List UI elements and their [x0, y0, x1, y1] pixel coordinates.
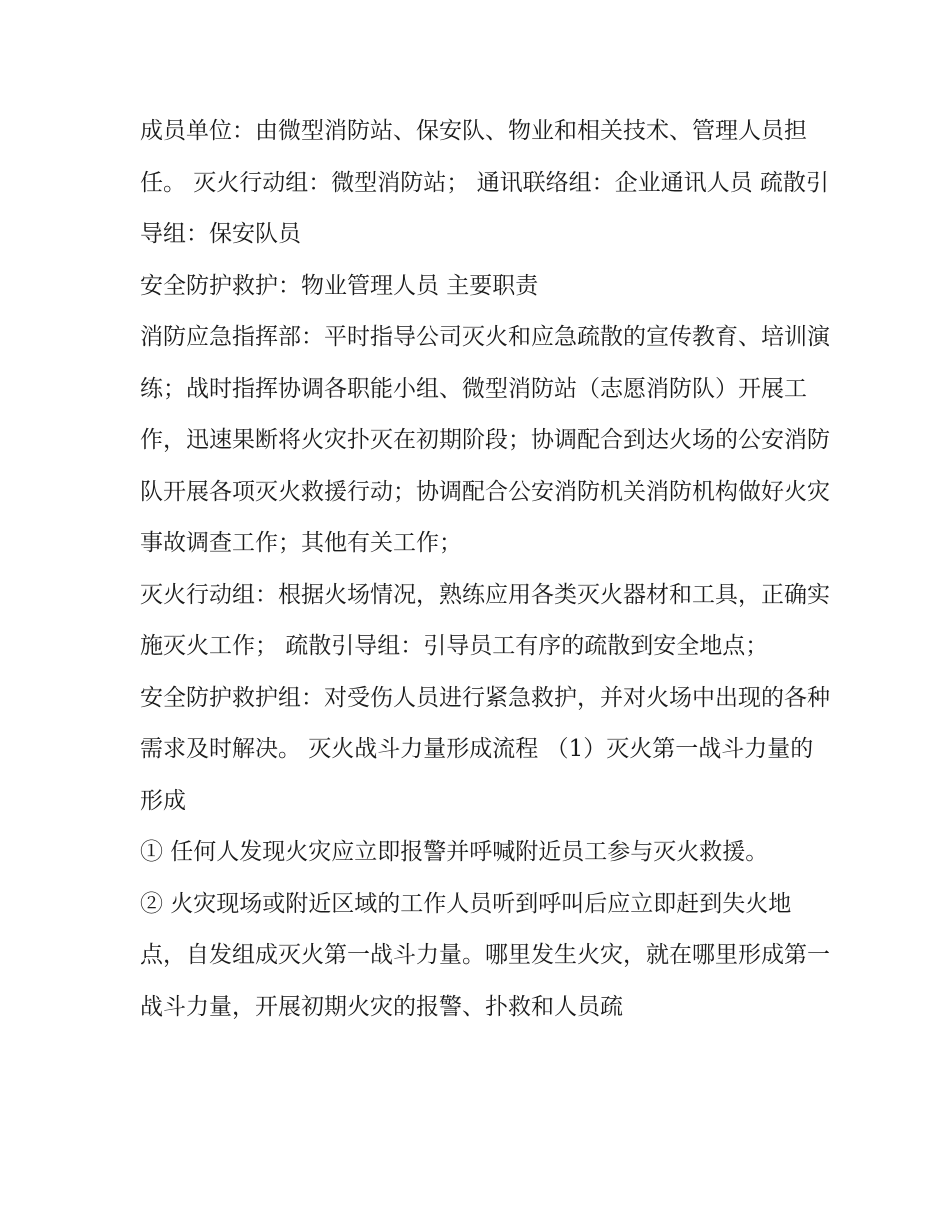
- paragraph-firefighting-group: 灭火行动组：根据火场情况，熟练应用各类灭火器材和工具，正确实施灭火工作； 疏散引导组：引导员工有序的疏散到安全地点；: [140, 581, 830, 659]
- paragraph-command-duties: 消防应急指挥部：平时指导公司灭火和应急疏散的宣传教育、培训演练；战时指挥协调各职能小组、微型消防站（志愿消防队）开展工作，迅速果断将火灾扑灭在初期阶段；协调配合到达火场的公安消防队开展各项灭火救援行动；协调配合公安消防机关消防机构做好火灾事故调查工作；其他有关工作；: [140, 324, 830, 556]
- paragraph-step-2: ② 火灾现场或附近区域的工作人员听到呼叫后应立即赶到失火地点，自发组成灭火第一战斗力量。哪里发生火灾，就在哪里形成第一战斗力量，开展初期火灾的报警、扑救和人员疏: [140, 890, 830, 1020]
- paragraph-rescue-group: 安全防护救护组：对受伤人员进行紧急救护，并对火场中出现的各种需求及时解决。 灭火战斗力量形成流程 （1）灭火第一战斗力量的形成: [140, 684, 830, 814]
- document-body: [140, 106, 830, 1033]
- paragraph-safety-rescue: 安全防护救护：物业管理人员 主要职责: [140, 272, 539, 299]
- paragraph-step-1: ① 任何人发现火灾应立即报警并呼喊附近员工参与灭火救援。: [140, 839, 769, 865]
- paragraph-members: 成员单位：由微型消防站、保安队、物业和相关技术、管理人员担任。 灭火行动组：微型消防站； 通讯联络组：企业通讯人员 疏散引导组：保安队员: [140, 118, 829, 247]
